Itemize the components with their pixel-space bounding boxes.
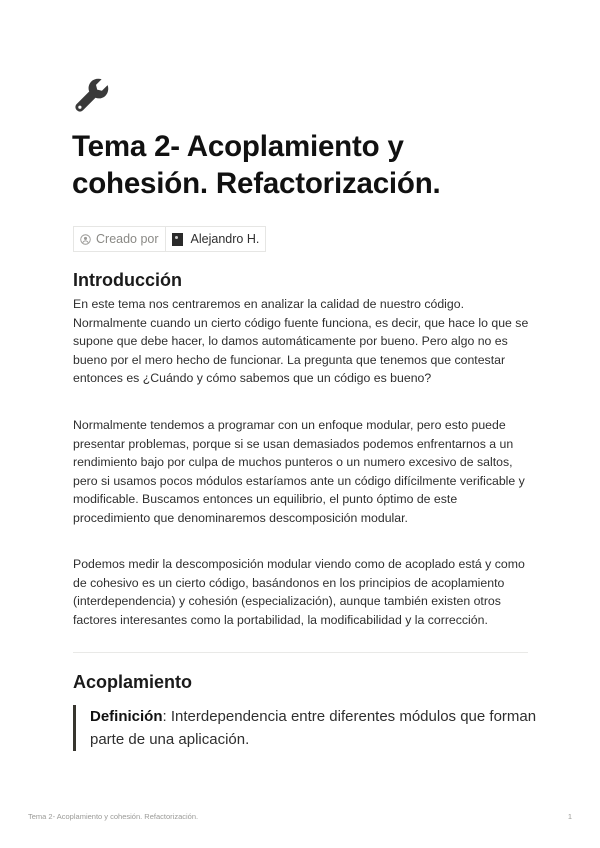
avatar [172, 233, 183, 246]
definition-term: Definición [90, 708, 163, 725]
property-value[interactable] [166, 226, 267, 252]
definition-callout [73, 705, 545, 751]
paragraph-intro-3: Podemos medir la descomposición modular viendo como de acoplado está y como de cohesivo es un cierto código, basándonos en los principios de acoplamiento (interdependencia) y cohesión (especialización), aunque también existen otros factores interesantes como la portabilidad, la modificabilidad y la corrección. [73, 557, 525, 627]
footer-doc-title: Tema 2- Acoplamiento y cohesión. Refactorización. [28, 812, 199, 821]
section-heading-acoplamiento: Acoplamiento [73, 672, 193, 692]
paragraph-intro-1: En este tema nos centraremos en analizar la calidad de nuestro código. Normalmente cuando un cierto código fuente funciona, es decir, que hace lo que se supone que debe hacer, lo damos automáticamente por bueno. Pero algo no es bueno por el mero hecho de funcionar. La pregunta que tenemos que contestar entonces es ¿Cuándo y cómo sabemos que un código es bueno? [73, 297, 529, 386]
section-heading-introduccion: Introducción [73, 270, 182, 290]
wrench-icon [74, 76, 112, 114]
property-label-text: Creado por [96, 232, 159, 246]
property-row [73, 226, 266, 252]
definition-text: : Interdependencia entre diferentes módulos que forman parte de una aplicación. [90, 708, 537, 748]
property-label [73, 226, 166, 252]
paragraph-intro-2: Normalmente tendemos a programar con un enfoque modular, pero esto puede presentar problemas, porque si se usan demasiados podemos enfrentarnos a un rendimiento bajo por culpa de muchos punteros o un numero excesivo de saltos, pero si usamos pocos módulos estaríamos ante un código difícilmente verificable y modificable. Buscamos entonces un equilibrio, el punto óptimo de este procedimiento que denominaremos descomposición modular. [73, 418, 525, 525]
person-icon [80, 234, 91, 245]
author-name: Alejandro H. [190, 232, 260, 246]
page-title: Tema 2- Acoplamiento y cohesión. Refactorización. [72, 130, 441, 200]
footer-page-number: 1 [567, 812, 572, 821]
divider [73, 652, 528, 653]
